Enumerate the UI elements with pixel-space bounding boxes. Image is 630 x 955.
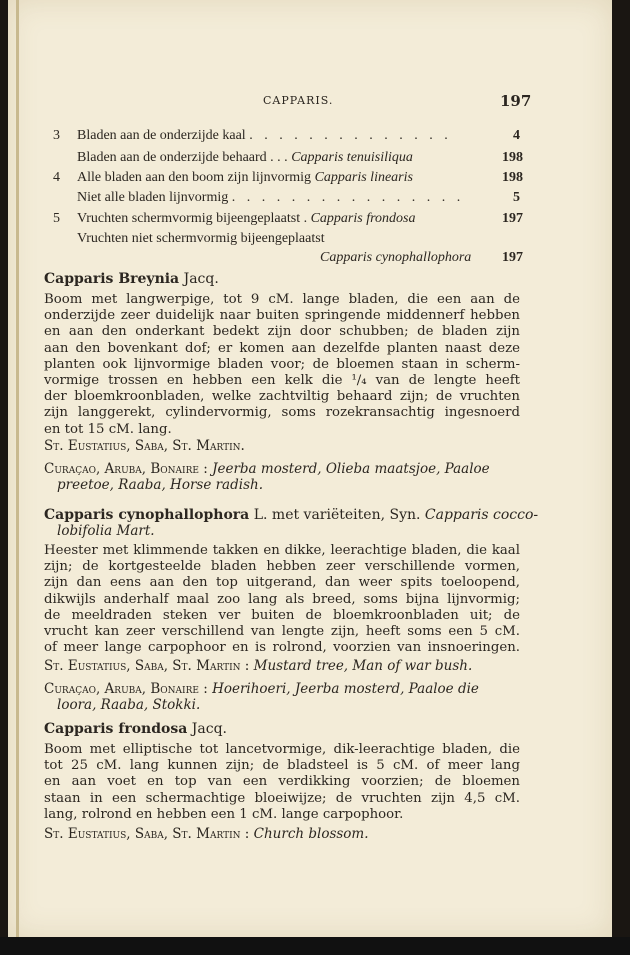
- key-number: 5: [53, 211, 60, 226]
- species-heading: Capparis cynophallophora L. met variëteiten, Syn. Capparis cocco-: [44, 507, 539, 523]
- key-species: Capparis cynophallophora: [320, 250, 472, 265]
- key-number: 3: [53, 128, 60, 143]
- key-text: Bladen aan de onderzijde kaal . . . . . . . . . . . . . .: [77, 128, 452, 143]
- synonym-cont: lobifolia Mart.: [57, 523, 155, 539]
- key-text: Alle bladen aan den boom zijn lijnvormig Capparis linearis: [77, 170, 413, 185]
- key-result: 5: [513, 190, 520, 205]
- running-header-title: CAPPARIS.: [263, 94, 334, 107]
- scan-bottom-edge: [0, 937, 630, 955]
- key-text: Vruchten niet schermvormig bijeengeplaatst: [77, 231, 325, 246]
- key-text: Bladen aan de onderzijde behaard . . . Capparis tenuisiliqua: [77, 150, 413, 165]
- vernacular-names: Curaçao, Aruba, Bonaire : Jeerba mosterd, Olieba maatsjoe, Paaloe: [44, 461, 490, 477]
- species-heading: Capparis Breynia Jacq.: [44, 271, 219, 287]
- vernacular-names: Curaçao, Aruba, Bonaire : Hoerihoeri, Jeerba mosterd, Paaloe die: [44, 681, 479, 697]
- key-result: 197: [502, 211, 523, 226]
- vernacular-names-cont: loora, Raaba, Stokki.: [57, 697, 201, 713]
- species-description: Heester met klimmende takken en dikke, leerachtige bladen, die kaal zijn; de kortgesteelde bladen hebben zeer verschillende vormen, zijn dan eens aan den top uitgerand, dan weer spits toeloopend, dikwijls anderhalf maal zoo lang als breed, soms bijna lijnvormig; de meeldraden steken ver buiten de bloemkroonbladen uit; de vrucht kan zeer verschillend van lengte zijn, heeft soms een 5 cM. of meer lange carpophoor en is rolrond, voorzien van insnoeringen.: [44, 543, 520, 656]
- page-number: 197: [500, 92, 532, 110]
- species-heading: Capparis frondosa Jacq.: [44, 721, 227, 737]
- species-description: Boom met langwerpige, tot 9 cM. lange bladen, die een aan de onderzijde zeer duidelijk naar buiten springende middennerf hebben en aan den onderkant bedekt zijn door schubben; de bladen zijn aan den bovenkant dof; er komen aan dezelfde planten naast deze planten ook lijnvormige bladen voor; de bloemen staan in scherm- vormige trossen en hebben een kelk die ¹/₄ van de lengte heeft der bloemkroonbladen, welke zachtviltig behaard zijn; de vruchten zijn langgerekt, cylindervormig, soms rozekransachtig ingesnoerd en tot 15 cM. lang.: [44, 292, 520, 437]
- locality-line: St. Eustatius, Saba, St. Martin.: [44, 438, 245, 454]
- locality-line: St. Eustatius, Saba, St. Martin : Church blossom.: [44, 826, 369, 842]
- vernacular-names-cont: preetoe, Raaba, Horse radish.: [57, 477, 263, 493]
- key-result: 4: [513, 128, 520, 143]
- key-text: Vruchten schermvormig bijeengeplaatst . Capparis frondosa: [77, 211, 416, 226]
- key-result: 198: [502, 170, 523, 185]
- key-row: [8, 128, 608, 144]
- key-text: Niet alle bladen lijnvormig . . . . . . . . . . . . . . . .: [77, 190, 465, 205]
- locality-line: St. Eustatius, Saba, St. Martin : Mustard tree, Man of war bush.: [44, 658, 473, 674]
- key-result: 197: [502, 250, 523, 265]
- species-description: Boom met elliptische tot lancetvormige, dik-leerachtige bladen, die tot 25 cM. lang kunnen zijn; de bladsteel is 5 cM. of meer lang en aan voet en top van een verdikking voorzien; de bloemen staan in een schermachtige bloeiwijze; de vruchten zijn 4,5 cM. lang, rolrond en hebben een 1 cM. lange carpophoor.: [44, 742, 520, 822]
- key-number: 4: [53, 170, 60, 185]
- key-result: 198: [502, 150, 523, 165]
- book-page: [8, 0, 612, 937]
